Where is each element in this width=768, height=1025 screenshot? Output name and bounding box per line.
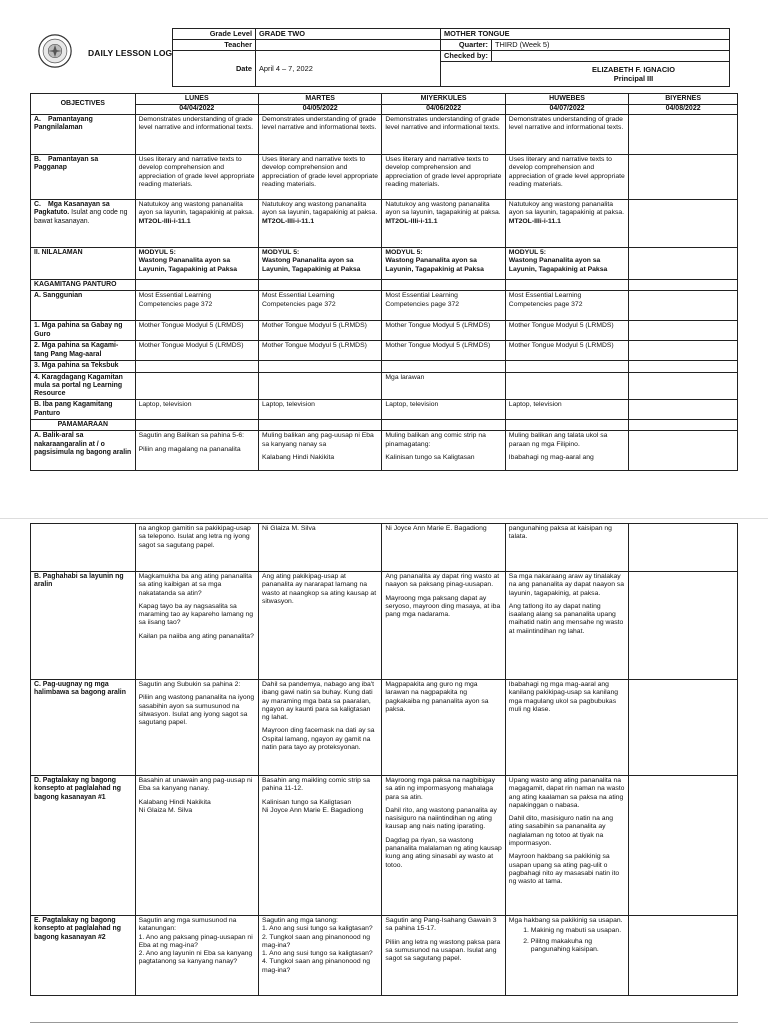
cell-para: Magkamukha ba ang ating pananalita sa ating kaibigan at sa mga nakatatanda sa atin? xyxy=(138,573,252,597)
cell xyxy=(629,291,738,321)
cell-para: Mayroon ding facemask na dati ay sa Ospital lamang, ngayon ay gamit na natin para tayo ay proteksyonan. xyxy=(261,727,375,752)
cell-para: Piliin ang magalang na pananalita xyxy=(138,445,241,453)
list-item: 1. Makinig ng mabuti sa usapan. xyxy=(531,927,625,935)
section-label: PAMAMARAAN xyxy=(31,420,136,431)
quarter-value: THIRD (Week 5) xyxy=(492,40,730,51)
cell: pangunahing paksa at kaisipan ng talata. xyxy=(505,524,628,572)
row-gabay-ng-guro xyxy=(31,321,738,341)
modyul-title: Wastong Pananalita ayon sa Layunin, Tagapakinig at Paksa xyxy=(508,257,608,273)
cell-para: Piliin ang wastong pananalita na iyong sasabihin ayon sa sumusunod na sitwasyon. Isulat ang iyong sagot sa sagutang papel. xyxy=(138,694,255,727)
row-label: C. Pag-uugnay ng mga halimbawa sa bagong aralin xyxy=(31,680,136,776)
lesson-table-continued xyxy=(30,523,738,996)
row-label: II. NILALAMAN xyxy=(31,248,136,280)
cell xyxy=(382,572,505,680)
cell xyxy=(505,280,628,291)
cell-para: Kapag tayo ba ay nagsasalita sa maraming tao ay kapareho lamang ng sa iisang tao? xyxy=(138,602,254,627)
cell xyxy=(135,572,258,680)
day-header-row xyxy=(31,94,738,115)
cell xyxy=(258,361,381,372)
cell xyxy=(629,400,738,420)
cell-para: Basahin ang maikling comic strip sa pahina 11-12. xyxy=(261,777,371,793)
cell xyxy=(629,280,738,291)
cell xyxy=(505,361,628,372)
cell xyxy=(629,776,738,916)
row-label: 1. Mga pahina sa Gabay ng Guro xyxy=(31,321,136,341)
cell-line: Mga hakbang sa pakikinig sa usapan. xyxy=(508,917,623,924)
cell xyxy=(505,420,628,431)
day-header-huwebes xyxy=(505,94,628,115)
cell xyxy=(505,431,628,471)
row-balik-aral xyxy=(31,431,738,471)
cell: Mother Tongue Modyul 5 (LRMDS) xyxy=(258,341,381,361)
modyul-title: Wastong Pananalita ayon sa Layunin, Tagapakinig at Paksa xyxy=(261,257,361,273)
cell: Mother Tongue Modyul 5 (LRMDS) xyxy=(382,321,505,341)
checked-by-label: Checked by: xyxy=(441,51,492,62)
row-karagdagang-kagamitan xyxy=(31,372,738,400)
cell-line: 2. Tungkol saan ang pinanonood ng mag-ina? xyxy=(261,933,371,949)
day-header-martes xyxy=(258,94,381,115)
cell-code: MT2OL-IIIi-i-11.1 xyxy=(508,217,561,225)
page-bottom-rule xyxy=(30,1022,738,1023)
cell-para: Mayroon hakbang sa pakikinig sa usapan upang sa ating pag-ulit o pagbahagi nito ay masasabi natin ito ng wasto at tama. xyxy=(508,853,620,886)
row-label: A. Sanggunian xyxy=(31,291,136,321)
cell-text: Natutukoy ang wastong pananalita ayon sa layunin, tagapakinig at paksa. xyxy=(508,201,625,217)
cell xyxy=(505,916,628,996)
subject-value: MOTHER TONGUE xyxy=(441,29,730,40)
row-balik-aral-continued xyxy=(31,524,738,572)
cell xyxy=(629,431,738,471)
row-kagamitang-mag-aaral xyxy=(31,341,738,361)
cell: Mother Tongue Modyul 5 (LRMDS) xyxy=(135,341,258,361)
day-date: 04/05/2022 xyxy=(259,104,381,113)
row-title: Pamantayan sa Pagganap xyxy=(34,156,99,172)
cell xyxy=(505,680,628,776)
cell: Uses literary and narrative texts to develop comprehension and appreciation of grade level appropriate reading materials. xyxy=(135,155,258,200)
cell-para: Dahil sa pandemya, nabago ang iba't ibang gawi natin sa buhay. Kung dati ay maraming mga bata sa paaralan, ngayon ay kaunti para sa kaligtasan ng lahat. xyxy=(261,681,375,722)
cell xyxy=(258,916,381,996)
cell-text: Natutukoy ang wastong pananalita ayon sa layunin, tagapakinig at paksa. xyxy=(138,201,254,217)
cell: Mother Tongue Modyul 5 (LRMDS) xyxy=(505,341,628,361)
teacher-label: Teacher xyxy=(173,40,256,51)
cell-para: Ang pananalita ay dapat ring wasto at naayon sa paksang pinag-uusapan. xyxy=(385,573,500,589)
cell xyxy=(629,200,738,248)
cell xyxy=(258,680,381,776)
cell-para: Upang wasto ang ating pananalita na magagamit, dapat rin naman na wasto ang ating kaalaman sa paksa na ating napakinggan o nabasa. xyxy=(508,777,625,809)
cell xyxy=(505,372,628,400)
cell-line: 1. Ano ang susi tungo sa kaligtasan? xyxy=(261,950,373,958)
teacher-value xyxy=(256,40,441,51)
date-value: April 4 – 7, 2022 xyxy=(256,51,441,87)
cell xyxy=(135,200,258,248)
cell: Uses literary and narrative texts to develop comprehension and appreciation of grade level appropriate reading materials. xyxy=(505,155,628,200)
cell xyxy=(258,280,381,291)
cell-para: Basahin at unawain ang pag-uusap ni Eba sa kanyang nanay. xyxy=(138,777,253,793)
cell: Mother Tongue Modyul 5 (LRMDS) xyxy=(505,321,628,341)
cell xyxy=(382,420,505,431)
day-name: BIYERNES xyxy=(665,95,701,102)
cell xyxy=(382,280,505,291)
quarter-label: Quarter: xyxy=(441,40,492,51)
cell: Ni Joyce Ann Marie E. Bagadiong xyxy=(382,524,505,572)
cell: Mga larawan xyxy=(382,372,505,400)
day-name: MARTES xyxy=(305,95,335,102)
cell: Mother Tongue Modyul 5 (LRMDS) xyxy=(382,341,505,361)
cell xyxy=(505,776,628,916)
cell xyxy=(382,361,505,372)
row-label: B. Iba pang Kagamitang Panturo xyxy=(31,400,136,420)
cell: Laptop, television xyxy=(258,400,381,420)
row-pamantayang-pangnilalaman xyxy=(31,115,738,155)
checker-name: ELIZABETH F. IGNACIO xyxy=(592,65,675,74)
cell-para: Kalinisan tungo sa Kaligtasan Ni Joyce Ann Marie E. Bagadiong xyxy=(261,798,364,814)
cell-para: Sagutin ang Pang-Isahang Gawain 3 sa pahina 15-17. xyxy=(385,917,497,933)
day-name: LUNES xyxy=(184,95,209,102)
cell xyxy=(629,372,738,400)
listening-steps-list xyxy=(521,927,625,954)
cell-para: Ang tatlong ito ay dapat nating isaalang alang sa pananalita upang maihatid natin ang mensahe ng wasto at maiintindihan ng lahat. xyxy=(508,602,624,635)
cell xyxy=(135,372,258,400)
cell-para: Mayroong mga paksa na nagbibigay sa atin ng impormasyong mahalaga para sa atin. xyxy=(385,777,495,801)
cell: Laptop, television xyxy=(135,400,258,420)
cell: Mother Tongue Modyul 5 (LRMDS) xyxy=(135,321,258,341)
cell xyxy=(629,361,738,372)
cell: Most Essential Learning Competencies page 372 xyxy=(135,291,258,321)
cell xyxy=(382,680,505,776)
cell-para: Dahil rito, ang wastong pananalita ay nasisiguro na naiintindihan ng ating kausap ang nais nating iparating. xyxy=(385,806,497,831)
cell: Laptop, television xyxy=(505,400,628,420)
cell xyxy=(505,248,628,280)
cell xyxy=(258,420,381,431)
cell xyxy=(258,200,381,248)
cell xyxy=(258,572,381,680)
cell: Laptop, television xyxy=(382,400,505,420)
cell xyxy=(629,420,738,431)
objectives-header: OBJECTIVES xyxy=(31,94,136,115)
row-num: B. xyxy=(34,156,41,163)
cell xyxy=(629,321,738,341)
date-label: Date xyxy=(173,51,256,87)
cell xyxy=(135,248,258,280)
checker-block xyxy=(441,62,730,87)
row-num: A. xyxy=(34,116,41,123)
cell xyxy=(382,200,505,248)
cell-para: Sa mga nakaraang araw ay tinalakay na ang pananalita ay dapat naayon sa layunin, tagapakinig, at paksa. xyxy=(508,573,625,597)
cell-para: Muling balikan ang talata ukol sa paraan ng mga Filipino. xyxy=(508,432,608,448)
row-label: E. Pagtalakay ng bagong konsepto at paglalahad ng bagong kasanayan #2 xyxy=(31,916,136,996)
cell xyxy=(382,248,505,280)
cell xyxy=(629,341,738,361)
row-pamantayan-sa-pagganap xyxy=(31,155,738,200)
cell-code: MT2OL-IIIi-i-11.1 xyxy=(385,217,438,225)
cell xyxy=(382,431,505,471)
cell: na angkop gamitin sa pakikipag-usap sa telepono. Isulat ang letra ng iyong sagot sa sagutang papel. xyxy=(135,524,258,572)
cell: Demonstrates understanding of grade level narrative and informational texts. xyxy=(382,115,505,155)
cell xyxy=(135,280,258,291)
modyul-label: MODYUL 5: xyxy=(138,249,176,256)
cell xyxy=(629,680,738,776)
cell-line: 1. Ano ang susi tungo sa kaligtasan? xyxy=(261,925,373,933)
lesson-table xyxy=(30,93,738,471)
modyul-title: Wastong Pananalita ayon sa Layunin, Tagapakinig at Paksa xyxy=(138,257,238,273)
cell: Uses literary and narrative texts to develop comprehension and appreciation of grade level appropriate reading materials. xyxy=(382,155,505,200)
day-date: 04/08/2022 xyxy=(629,104,737,113)
cell xyxy=(258,776,381,916)
grade-level-label: Grade Level xyxy=(173,29,256,40)
cell-text: Natutukoy ang wastong pananalita ayon sa layunin, tagapakinig at paksa. xyxy=(261,201,378,217)
row-num: C. xyxy=(34,201,41,208)
cell xyxy=(629,572,738,680)
cell-line: Sagutin ang mga sumusunod na katanungan: xyxy=(138,917,237,933)
row-label: 2. Mga pahina sa Kagami-tang Pang Mag-aaral xyxy=(31,341,136,361)
cell-para: Ibabahagi ng mag-aaral ang xyxy=(508,453,594,461)
cell xyxy=(382,916,505,996)
row-label: B. Paghahabi sa layunin ng aralin xyxy=(31,572,136,680)
cell-para: Mayroong mga paksang dapat ay seryoso, mayroon ding masaya, at iba pang mga nadarama. xyxy=(385,594,501,619)
cell-para: Kalinisan tungo sa Kaligtasan xyxy=(385,453,475,461)
row-iba-pang-kagamitan xyxy=(31,400,738,420)
cell: Most Essential Learning Competencies page 372 xyxy=(258,291,381,321)
cell-code: MT2OL-IIIi-i-11.1 xyxy=(261,217,315,225)
row-kasanayan xyxy=(31,200,738,248)
row-nilalaman xyxy=(31,248,738,280)
cell xyxy=(135,361,258,372)
cell xyxy=(629,248,738,280)
header-table xyxy=(172,28,730,87)
cell xyxy=(135,431,258,471)
cell xyxy=(505,200,628,248)
modyul-title: Wastong Pananalita ayon sa Layunin, Tagapakinig at Paksa xyxy=(385,257,484,273)
day-date: 04/04/2022 xyxy=(136,104,258,113)
row-label xyxy=(31,155,136,200)
cell xyxy=(629,115,738,155)
checker-title: Principal III xyxy=(613,74,654,83)
cell-para: Dahil dito, masisiguro natin na ang ating sasabihin sa pananalita ay naglalaman ng totoo at tiyak na impormasyon. xyxy=(508,815,614,848)
header xyxy=(30,28,738,88)
cell-line: 2. Ano ang layunin ni Eba sa kanyang pagtatanong sa kanyang nanay? xyxy=(138,950,253,966)
cell-para: Sagutin ang Subukin sa pahina 2: xyxy=(138,681,241,688)
row-label: A. Balik-aral sa nakaraangaralin at / o pagsisimula ng bagong aralin xyxy=(31,431,136,471)
row-label xyxy=(31,115,136,155)
document-title: DAILY LESSON LOG xyxy=(88,48,173,58)
row-kagamitang-panturo xyxy=(31,280,738,291)
cell xyxy=(382,776,505,916)
page-two xyxy=(0,518,768,1025)
cell xyxy=(135,680,258,776)
row-sanggunian xyxy=(31,291,738,321)
cell xyxy=(258,248,381,280)
page-gap xyxy=(0,478,768,518)
row-pamamaraan xyxy=(31,420,738,431)
cell: Mother Tongue Modyul 5 (LRMDS) xyxy=(258,321,381,341)
cell: Most Essential Learning Competencies page 372 xyxy=(505,291,628,321)
day-name: MIYERKULES xyxy=(420,95,467,102)
deped-seal-icon xyxy=(38,34,72,68)
cell xyxy=(258,431,381,471)
cell: Uses literary and narrative texts to develop comprehension and appreciation of grade level appropriate reading materials. xyxy=(258,155,381,200)
modyul-label: MODYUL 5: xyxy=(508,249,547,256)
section-label: KAGAMITANG PANTURO xyxy=(31,280,136,291)
day-date: 04/07/2022 xyxy=(506,104,628,113)
day-header-biyernes xyxy=(629,94,738,115)
cell xyxy=(258,372,381,400)
row-label: 3. Mga pahina sa Teksbuk xyxy=(31,361,136,372)
row-paghahabi xyxy=(31,572,738,680)
cell xyxy=(135,420,258,431)
row-label: 4. Karagdagang Kagamitan mula sa portal ng Learning Resource xyxy=(31,372,136,400)
cell: Demonstrates understanding of grade level narrative and informational texts. xyxy=(258,115,381,155)
cell xyxy=(629,524,738,572)
page-one xyxy=(0,0,768,478)
cell-para: Ibabahagi ng mga mag-aaral ang kanilang pakikipag-usap sa kanilang mga magulang ukol sa pagbubukas muli ng klase. xyxy=(508,681,618,713)
checked-by-blank xyxy=(492,51,730,62)
cell: Ni Glaiza M. Silva xyxy=(258,524,381,572)
cell xyxy=(505,572,628,680)
cell-para: Muling balikan ang comic strip na pinamagatang: xyxy=(385,432,486,448)
day-date: 04/06/2022 xyxy=(382,104,504,113)
cell-para: Kalabang Hindi Nakikita xyxy=(261,453,335,461)
cell-line: 1. Ano ang paksang pinag-uusapan ni Eba at ng mag-ina? xyxy=(138,933,253,949)
cell: Most Essential Learning Competencies page 372 xyxy=(382,291,505,321)
cell-para: Magpapakita ang guro ng mga larawan na nagpapakita ng pagkakaiba ng pananalita ayon sa paksa. xyxy=(385,681,489,713)
modyul-label: MODYUL 5: xyxy=(385,249,423,256)
row-pagtalakay-2 xyxy=(31,916,738,996)
row-note: Isulat ang code ng bawat kasanayan. xyxy=(34,209,128,225)
cell-line: 4. Tungkol saan ang pinanonood ng mag-ina? xyxy=(261,958,371,974)
row-label xyxy=(31,200,136,248)
cell-para: Dagdag pa riyan, sa wastong pananalita malalaman ng ating kausap kung ang ating sinasabi ay wasto at totoo. xyxy=(385,836,502,869)
cell-para: Muling balikan ang pag-uusap ni Eba sa kanyang nanay sa xyxy=(261,432,374,448)
row-title: Pamantayang Pangnilalaman xyxy=(34,116,93,132)
cell-para: Sagutin ang Balikan sa pahina 5-6: xyxy=(138,432,245,440)
cell-para: Piliin ang letra ng wastong paksa para sa sumusunod na usapan. Isulat ang sagot sa sagutang papel. xyxy=(385,938,501,963)
row-title: Mga Kasanayan sa Pagkatuto. xyxy=(34,201,110,217)
day-header-miyerkules xyxy=(382,94,505,115)
cell xyxy=(629,155,738,200)
cell-para: Kailan pa naiiba ang ating pananalita? xyxy=(138,632,254,640)
list-item: 2. Pilitng makakuha ng pangunahing kaisipan. xyxy=(531,938,625,955)
day-name: HUWEBES xyxy=(549,95,585,102)
grade-level-value: GRADE TWO xyxy=(256,29,441,40)
cell: Demonstrates understanding of grade level narrative and informational texts. xyxy=(135,115,258,155)
row-label: D. Pagtalakay ng bagong konsepto at paglalahad ng bagong kasanayan #1 xyxy=(31,776,136,916)
cell-code: MT2OL-IIIi-i-11.1 xyxy=(138,217,191,225)
cell-para: Kalabang Hindi Nakikita Ni Glaiza M. Silva xyxy=(138,798,211,814)
cell xyxy=(31,524,136,572)
cell xyxy=(629,916,738,996)
cell-line: Sagutin ang mga tanong: xyxy=(261,917,338,924)
cell-para: Ang ating pakikipag-usap at pananalita ay nararapat lamang na wasto at naangkop sa ating kausap at sitwasyon. xyxy=(261,573,377,605)
modyul-label: MODYUL 5: xyxy=(261,249,300,256)
row-pagtalakay-1 xyxy=(31,776,738,916)
cell: Demonstrates understanding of grade level narrative and informational texts. xyxy=(505,115,628,155)
row-teksbuk xyxy=(31,361,738,372)
day-header-lunes xyxy=(135,94,258,115)
cell xyxy=(135,776,258,916)
row-pag-uugnay xyxy=(31,680,738,776)
cell xyxy=(135,916,258,996)
cell-text: Natutukoy ang wastong pananalita ayon sa layunin, tagapakinig at paksa. xyxy=(385,201,501,217)
